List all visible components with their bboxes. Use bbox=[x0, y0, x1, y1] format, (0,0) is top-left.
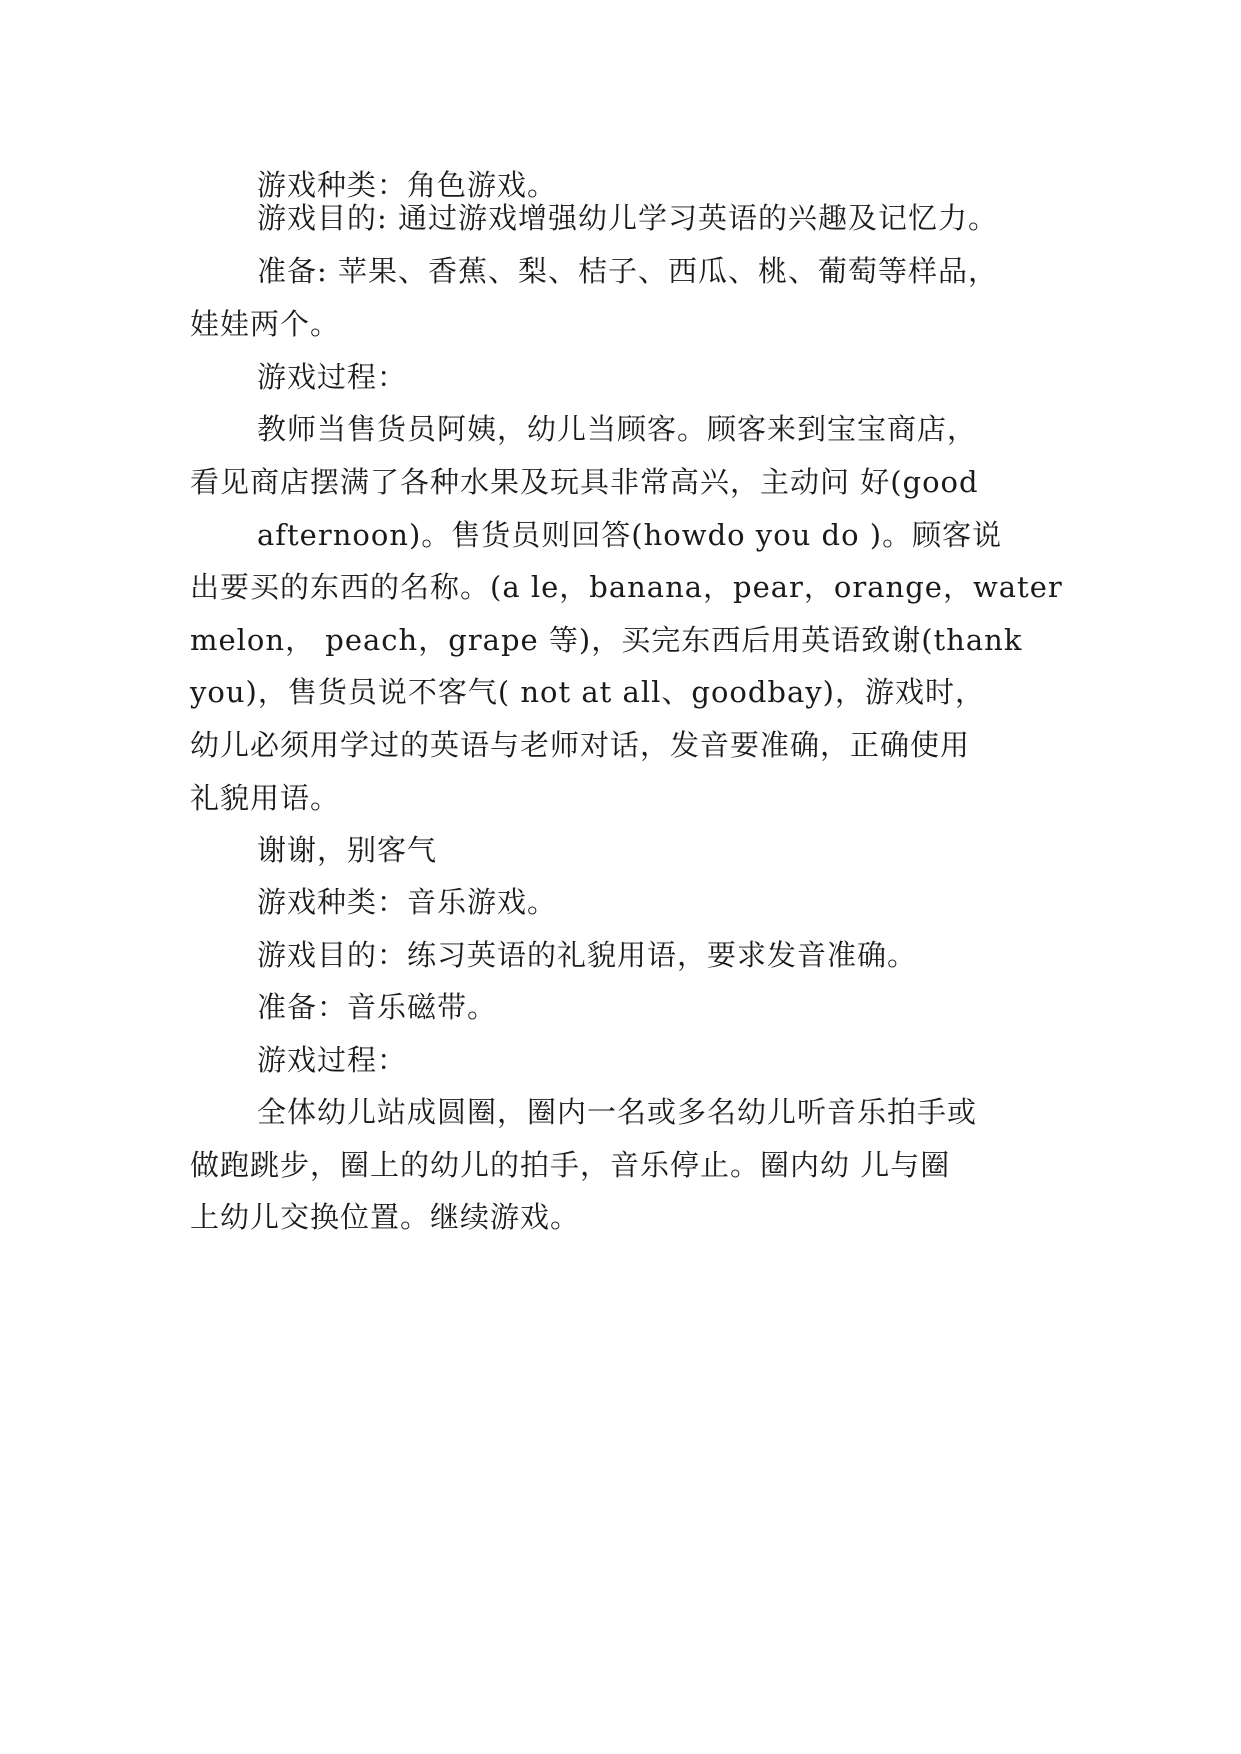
process-paragraph-line: afternoon)。售货员则回答(howdo you do )。顾客说 bbox=[257, 518, 1003, 552]
game-type-role: 游戏种类：角色游戏。 bbox=[257, 168, 558, 202]
process-paragraph-line: 看见商店摆满了各种水果及玩具非常高兴，主动问 好(good bbox=[190, 465, 979, 499]
process-paragraph-line: 出要买的东西的名称。(a le，banana，pear，orange，water bbox=[190, 570, 1063, 604]
process-paragraph-line: 礼貌用语。 bbox=[190, 781, 341, 815]
game-purpose-interest: 游戏目的: 通过游戏增强幼儿学习英语的兴趣及记忆力。 bbox=[257, 201, 998, 235]
preparation-fruits: 准备: 苹果、香蕉、梨、桔子、西瓜、桃、葡萄等样品， bbox=[257, 254, 998, 288]
game-process-heading: 游戏过程： bbox=[257, 360, 408, 394]
process-paragraph-line: 做跑跳步，圈上的幼儿的拍手，音乐停止。圈内幼 儿与圈 bbox=[190, 1148, 951, 1182]
process-paragraph-line: 教师当售货员阿姨，幼儿当顾客。顾客来到宝宝商店， bbox=[257, 412, 978, 446]
game-process-heading: 游戏过程： bbox=[257, 1043, 408, 1077]
preparation-dolls: 娃娃两个。 bbox=[190, 307, 341, 341]
process-paragraph-line: 上幼儿交换位置。继续游戏。 bbox=[190, 1200, 581, 1234]
game-purpose-manners: 游戏目的：练习英语的礼貌用语，要求发音准确。 bbox=[257, 938, 918, 972]
game-type-music: 游戏种类：音乐游戏。 bbox=[257, 885, 558, 919]
process-paragraph-line: you)，售货员说不客气( not at all、goodbay)，游戏时， bbox=[190, 675, 985, 709]
process-paragraph-line: 幼儿必须用学过的英语与老师对话，发音要准确，正确使用 bbox=[190, 728, 971, 762]
process-paragraph-line: 全体幼儿站成圆圈，圈内一名或多名幼儿听音乐拍手或 bbox=[257, 1095, 978, 1129]
preparation-tape: 准备：音乐磁带。 bbox=[257, 990, 498, 1024]
section-title-thanks: 谢谢，别客气 bbox=[257, 833, 438, 867]
process-paragraph-line: melon， peach，grape 等)，买完东西后用英语致谢(thank bbox=[190, 623, 1023, 657]
